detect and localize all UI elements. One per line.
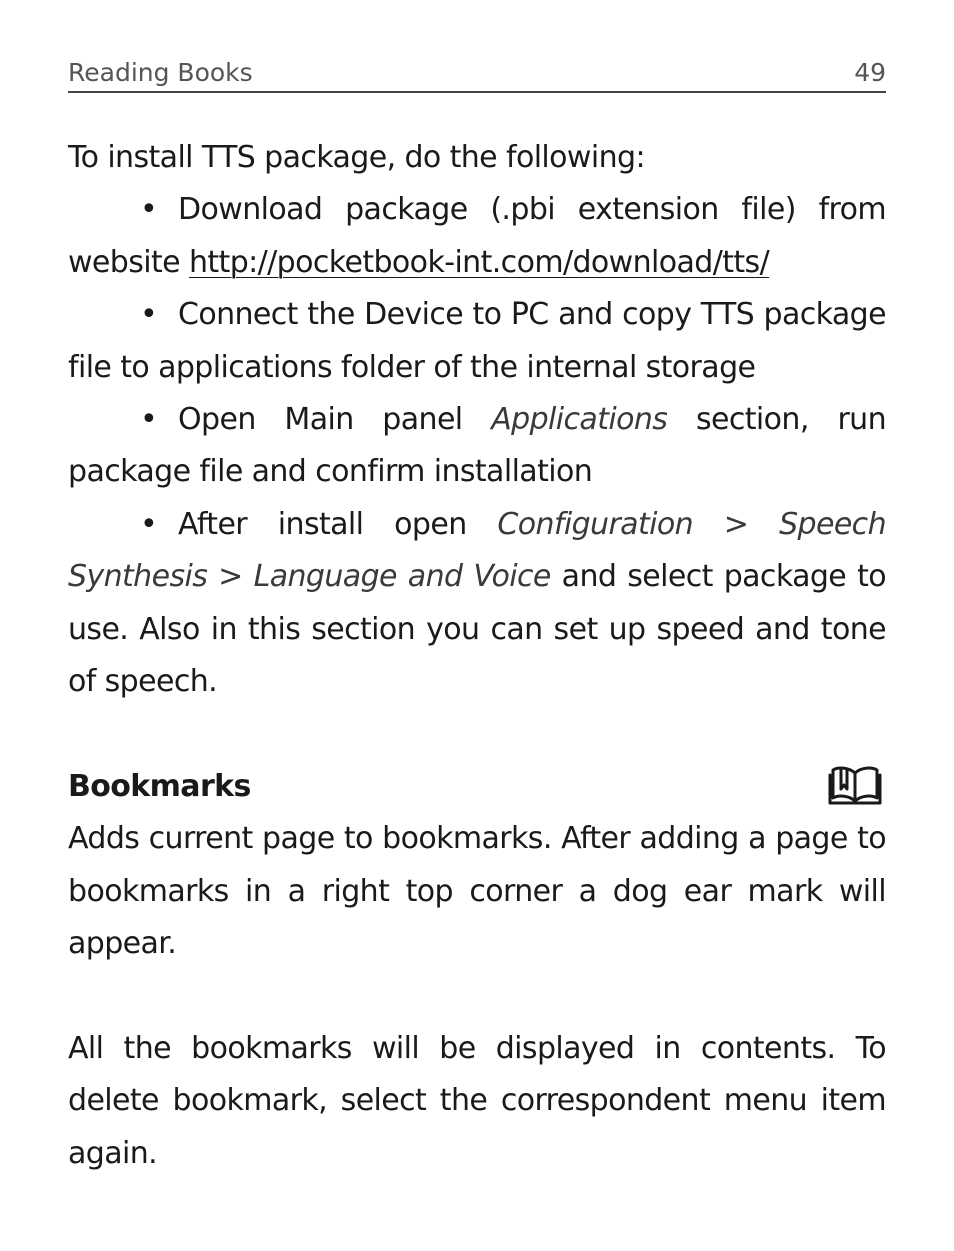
tts-step-download bbox=[68, 184, 886, 289]
spacer bbox=[68, 970, 886, 1022]
bullet: • bbox=[140, 506, 158, 542]
step-text: Connect the Device to PC and copy TTS package file to applications folder of the internal storage bbox=[68, 297, 886, 385]
tts-download-link[interactable]: http://pocketbook-int.com/download/tts/ bbox=[188, 244, 770, 280]
page-number: 49 bbox=[854, 58, 886, 87]
open-book-icon bbox=[828, 765, 882, 805]
tts-intro: To install TTS package, do the following: bbox=[68, 140, 645, 175]
document-page bbox=[68, 0, 886, 1251]
bullet: • bbox=[140, 192, 158, 228]
bookmarks-paragraph-contents: All the bookmarks will be displayed in contents. To delete bookmark, select the correspondent menu item again. bbox=[68, 1030, 886, 1171]
settings-path-term: Configuration > Speech Synthesis > Language and Voice bbox=[68, 506, 886, 595]
step-text: Open Main panel bbox=[178, 402, 492, 438]
step-text: section, run package file and confirm installation bbox=[68, 402, 887, 490]
tts-step-copy bbox=[68, 289, 886, 394]
step-text: and select package to use. Also in this section you can set up speed and tone of speech. bbox=[68, 559, 886, 700]
applications-term: Applications bbox=[491, 402, 668, 438]
running-header bbox=[68, 56, 886, 93]
bookmarks-heading-row bbox=[68, 761, 886, 813]
bullet: • bbox=[140, 402, 158, 438]
bullet: • bbox=[140, 297, 158, 333]
tts-step-install bbox=[68, 394, 886, 499]
spacer bbox=[68, 708, 886, 760]
page-content bbox=[68, 132, 886, 1180]
tts-step-configure bbox=[68, 499, 886, 709]
section-title: Reading Books bbox=[68, 58, 253, 87]
step-text: Download package (.pbi extension file) from website bbox=[68, 192, 886, 280]
bookmarks-heading: Bookmarks bbox=[68, 768, 251, 804]
step-text: After install open bbox=[178, 506, 498, 542]
bookmarks-paragraph-add: Adds current page to bookmarks. After adding a page to bookmarks in a right top corner a dog ear mark will appear. bbox=[68, 821, 886, 962]
